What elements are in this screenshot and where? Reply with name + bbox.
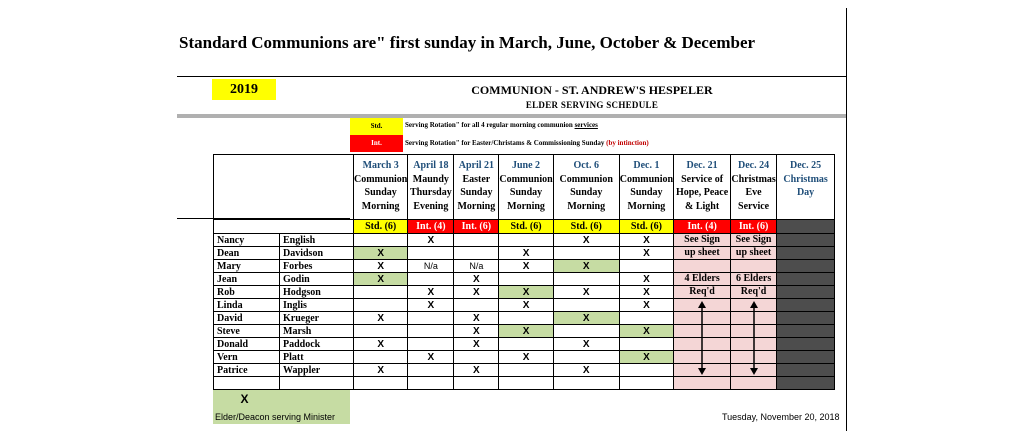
column-desc-line: Easter	[462, 173, 491, 185]
christmas-day-cell	[777, 234, 835, 247]
rotation-tag: Int. (6)	[731, 220, 777, 234]
column-desc-line: Thursday	[410, 187, 452, 198]
column-desc-line: Christmas	[731, 173, 776, 185]
schedule-cell: X	[408, 286, 454, 299]
schedule-cell	[454, 247, 499, 260]
column-header	[674, 155, 731, 220]
schedule-subtitle: ELDER SERVING SCHEDULE	[525, 100, 659, 110]
rotation-tag: Std. (6)	[553, 220, 619, 234]
christmas-day-cell	[777, 377, 835, 390]
top-rule	[177, 76, 846, 77]
column-date: Dec. 24	[738, 160, 770, 171]
pink-note-cell: 6 Elders	[731, 273, 777, 286]
christmas-day-cell	[777, 247, 835, 260]
schedule-cell: X	[499, 260, 553, 273]
header-blank	[214, 155, 354, 220]
table-row	[214, 351, 835, 364]
table-row	[214, 325, 835, 338]
christmas-day-cell	[777, 299, 835, 312]
legend-int-text	[405, 139, 649, 147]
column-desc-line: Morning	[627, 200, 666, 212]
last-name: Godin	[280, 273, 354, 286]
first-name: Donald	[214, 338, 280, 351]
schedule-cell	[408, 247, 454, 260]
column-date: Dec. 25	[790, 160, 822, 171]
table-row	[214, 234, 835, 247]
column-header	[553, 155, 619, 220]
column-date: April 18	[413, 160, 449, 171]
table-row	[214, 260, 835, 273]
schedule-cell: X	[619, 273, 673, 286]
rotation-tag: Std. (6)	[499, 220, 553, 234]
schedule-title: COMMUNION - ST. ANDREW'S HESPELER	[471, 83, 713, 97]
last-name	[280, 377, 354, 390]
schedule-cell: X	[499, 286, 553, 299]
schedule-cell: X	[408, 351, 454, 364]
column-desc-line: Morning	[457, 200, 496, 212]
schedule-cell: X	[553, 338, 619, 351]
schedule-cell	[499, 273, 553, 286]
schedule-cell	[408, 312, 454, 325]
column-date: Oct. 6	[573, 160, 599, 171]
pink-note-cell	[731, 377, 777, 390]
column-header	[731, 155, 777, 220]
schedule-cell: X	[354, 247, 408, 260]
schedule-cell	[354, 234, 408, 247]
schedule-cell: X	[454, 286, 499, 299]
first-name	[214, 377, 280, 390]
pink-note-cell: up sheet	[674, 247, 731, 260]
table-row	[214, 364, 835, 377]
column-desc-line: Eve	[745, 187, 762, 198]
first-name: Patrice	[214, 364, 280, 377]
double-arrow-icon	[749, 301, 759, 375]
column-desc-line: Service of	[681, 173, 724, 185]
grey-divider	[177, 114, 846, 118]
column-header	[408, 155, 454, 220]
column-desc-line: Communion	[559, 173, 613, 185]
table-row	[214, 286, 835, 299]
pink-note-cell: Req'd	[731, 286, 777, 299]
right-border-line	[846, 8, 847, 431]
column-desc-line: Morning	[567, 200, 606, 212]
schedule-cell	[499, 364, 553, 377]
pink-note-cell: See Sign	[731, 234, 777, 247]
last-name: English	[280, 234, 354, 247]
schedule-cell	[499, 377, 553, 390]
schedule-cell	[354, 286, 408, 299]
schedule-cell: N/a	[454, 260, 499, 273]
pink-note-cell: Req'd	[674, 286, 731, 299]
pink-note-cell: 4 Elders	[674, 273, 731, 286]
last-name: Forbes	[280, 260, 354, 273]
table-row	[214, 377, 835, 390]
column-header	[777, 155, 835, 220]
rotation-tag: Int. (4)	[674, 220, 731, 234]
date-header-row	[214, 155, 835, 220]
first-name: Dean	[214, 247, 280, 260]
legend-int-text-main: Serving Rotation" for Easter/Christams & Commissioning Sunday	[405, 139, 607, 147]
column-desc-line: Maundy	[412, 173, 449, 185]
schedule-cell	[499, 338, 553, 351]
schedule-cell	[619, 364, 673, 377]
column-desc-line: Day	[796, 187, 815, 198]
column-header	[454, 155, 499, 220]
schedule-cell	[454, 377, 499, 390]
column-date: Dec. 21	[686, 160, 718, 171]
schedule-cell: X	[553, 364, 619, 377]
schedule-cell: X	[354, 338, 408, 351]
schedule-cell: X	[354, 364, 408, 377]
first-name: Jean	[214, 273, 280, 286]
christmas-day-cell	[777, 338, 835, 351]
first-name: Nancy	[214, 234, 280, 247]
schedule-cell	[553, 325, 619, 338]
legend-x-label: Elder/Deacon serving Minister	[215, 412, 336, 422]
schedule-cell	[553, 377, 619, 390]
schedule-cell	[553, 247, 619, 260]
schedule-cell: X	[454, 273, 499, 286]
year-badge: 2019	[212, 79, 276, 100]
column-desc-line: Sunday	[364, 187, 397, 198]
column-desc-line: Evening	[413, 200, 449, 212]
schedule-cell: X	[354, 273, 408, 286]
first-name: Steve	[214, 325, 280, 338]
schedule-cell	[354, 299, 408, 312]
legend-int-text-red: (by intinction)	[606, 139, 649, 147]
schedule-cell	[454, 234, 499, 247]
schedule-cell: X	[454, 325, 499, 338]
column-desc-line: Morning	[361, 200, 400, 212]
schedule-cell: X	[619, 351, 673, 364]
last-name: Davidson	[280, 247, 354, 260]
schedule-cell: X	[499, 325, 553, 338]
christmas-day-cell	[777, 312, 835, 325]
schedule-cell: X	[454, 312, 499, 325]
table-row	[214, 273, 835, 286]
pink-note-cell: up sheet	[731, 247, 777, 260]
legend-std-text-underlined: services	[574, 121, 598, 129]
headline: Standard Communions are" first sunday in March, June, October & December	[179, 33, 756, 52]
column-desc-line: Sunday	[570, 187, 603, 198]
schedule-cell	[553, 273, 619, 286]
column-date: June 2	[512, 160, 541, 171]
rotation-tag: Std. (6)	[354, 220, 408, 234]
last-name: Wappler	[280, 364, 354, 377]
last-name: Hodgson	[280, 286, 354, 299]
schedule-cell: X	[454, 364, 499, 377]
schedule-cell: X	[408, 299, 454, 312]
schedule-cell	[454, 351, 499, 364]
last-name: Krueger	[280, 312, 354, 325]
column-desc-line: Communion	[354, 173, 408, 185]
schedule-cell: X	[619, 234, 673, 247]
schedule-cell: X	[499, 351, 553, 364]
table-row	[214, 299, 835, 312]
schedule-cell: X	[354, 312, 408, 325]
schedule-cell	[408, 364, 454, 377]
schedule-cell	[408, 325, 454, 338]
pink-note-cell	[674, 377, 731, 390]
schedule-cell	[354, 325, 408, 338]
print-date: Tuesday, November 20, 2018	[722, 412, 840, 422]
column-desc-line: Communion	[619, 173, 674, 185]
schedule-cell	[499, 312, 553, 325]
tag-row-blank	[214, 220, 354, 234]
schedule-cell: N/a	[408, 260, 454, 273]
christmas-day-cell	[777, 325, 835, 338]
schedule-cell: X	[553, 260, 619, 273]
christmas-day-cell	[777, 260, 835, 273]
christmas-day-cell	[777, 273, 835, 286]
column-desc-line: Communion	[499, 173, 553, 185]
column-date: April 21	[458, 160, 494, 171]
rotation-tag: Int. (6)	[454, 220, 499, 234]
schedule-cell: X	[619, 299, 673, 312]
schedule-cell	[454, 299, 499, 312]
schedule-cell: X	[454, 338, 499, 351]
rotation-tag-row	[214, 220, 835, 234]
schedule-cell	[408, 377, 454, 390]
column-desc-line: Sunday	[460, 187, 493, 198]
last-name: Inglis	[280, 299, 354, 312]
schedule-cell	[553, 351, 619, 364]
schedule-cell	[619, 260, 673, 273]
legend-std-text-main: Serving Rotation" for all 4 regular morning communion	[405, 121, 575, 129]
column-desc-line: Service	[738, 200, 770, 212]
schedule-cell	[354, 351, 408, 364]
column-desc-line: Christmas	[783, 173, 828, 185]
column-header	[619, 155, 673, 220]
rotation-tag	[777, 220, 835, 234]
schedule-cell: X	[619, 247, 673, 260]
schedule-cell	[619, 312, 673, 325]
double-arrow-icon	[697, 301, 707, 375]
column-date: March 3	[362, 160, 399, 171]
christmas-day-cell	[777, 364, 835, 377]
column-header	[354, 155, 408, 220]
rotation-tag: Std. (6)	[619, 220, 673, 234]
schedule-cell: X	[354, 260, 408, 273]
pink-note-cell	[731, 260, 777, 273]
column-desc-line: Sunday	[509, 187, 543, 198]
schedule-cell: X	[619, 286, 673, 299]
column-desc-line: & Light	[684, 200, 720, 212]
serving-minister-legend	[213, 390, 350, 424]
rotation-tag: Int. (4)	[408, 220, 454, 234]
last-name: Platt	[280, 351, 354, 364]
column-date: Dec. 1	[633, 160, 660, 171]
column-desc-line: Morning	[507, 200, 545, 212]
schedule-cell	[408, 338, 454, 351]
legend-std-text	[405, 121, 598, 129]
schedule-cell: X	[499, 247, 553, 260]
schedule-table	[213, 154, 835, 390]
legend-std-tag: Std.	[350, 118, 403, 135]
schedule-cell: X	[553, 286, 619, 299]
column-header	[499, 155, 553, 220]
table-row	[214, 312, 835, 325]
first-name: Vern	[214, 351, 280, 364]
schedule-cell	[553, 299, 619, 312]
first-name: Mary	[214, 260, 280, 273]
pink-note-cell	[674, 260, 731, 273]
schedule-cell	[354, 377, 408, 390]
table-row	[214, 247, 835, 260]
last-name: Marsh	[280, 325, 354, 338]
pink-note-cell: See Sign	[674, 234, 731, 247]
christmas-day-cell	[777, 351, 835, 364]
schedule-cell: X	[408, 234, 454, 247]
schedule-cell	[499, 234, 553, 247]
schedule-cell: X	[553, 312, 619, 325]
last-name: Paddock	[280, 338, 354, 351]
column-desc-line: Sunday	[630, 187, 663, 198]
schedule-cell	[408, 273, 454, 286]
table-row	[214, 338, 835, 351]
legend-x-mark: X	[240, 392, 249, 406]
schedule-cell	[619, 377, 673, 390]
schedule-cell: X	[619, 325, 673, 338]
legend-int-tag: Int.	[350, 135, 403, 152]
schedule-cell: X	[499, 299, 553, 312]
schedule-cell	[619, 338, 673, 351]
christmas-day-cell	[777, 286, 835, 299]
first-name: Rob	[214, 286, 280, 299]
column-desc-line: Hope, Peace	[675, 187, 729, 198]
first-name: David	[214, 312, 280, 325]
first-name: Linda	[214, 299, 280, 312]
schedule-cell: X	[553, 234, 619, 247]
